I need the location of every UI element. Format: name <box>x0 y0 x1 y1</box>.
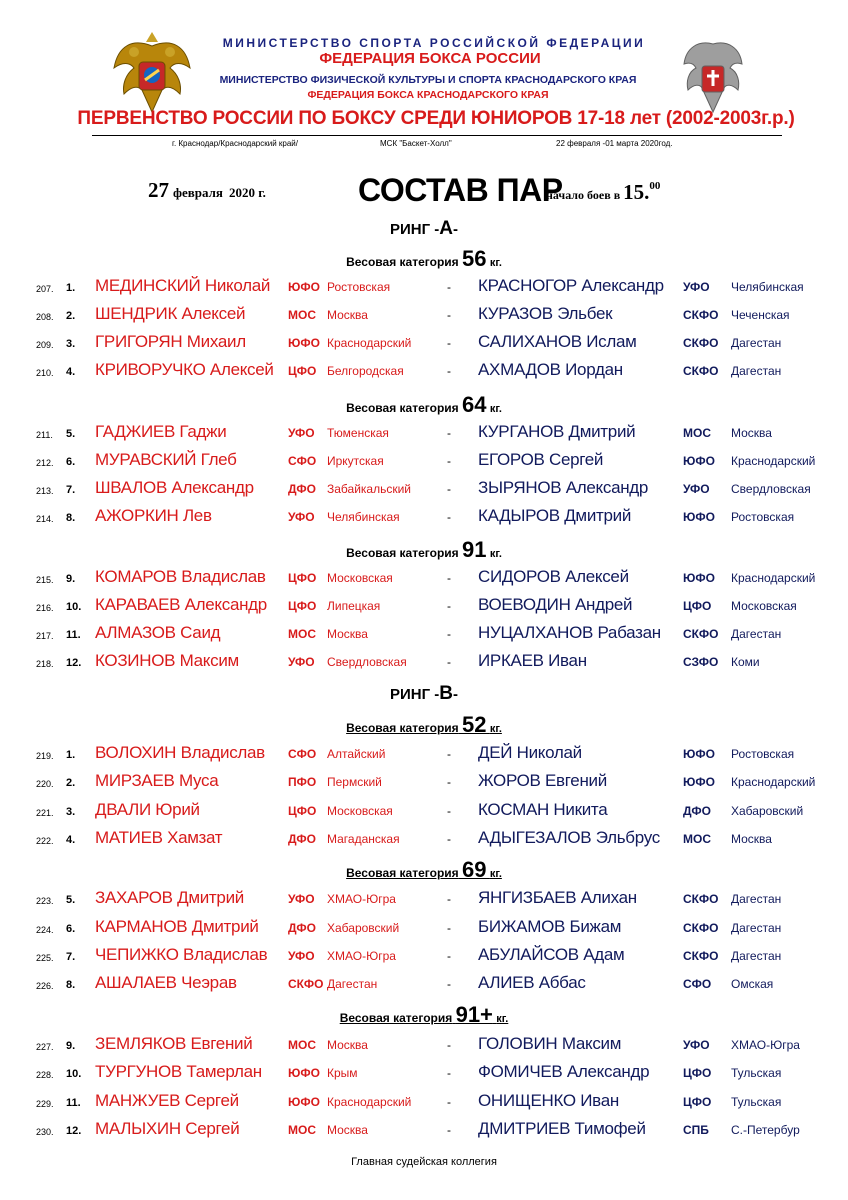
bout-row <box>0 276 848 304</box>
versus-dash: - <box>447 775 451 789</box>
bout-number: 12. <box>66 1125 82 1137</box>
versus-dash: - <box>447 977 451 991</box>
bout-date-day: 27 <box>148 178 169 202</box>
ring-letter: В <box>439 683 454 704</box>
weight-category-label: Весовая категория <box>346 866 459 880</box>
blue-corner-region: Челябинская <box>731 280 804 294</box>
red-corner-region: Москва <box>327 1123 368 1137</box>
red-corner-district: ЮФО <box>288 336 320 350</box>
blue-corner-name: ЗЫРЯНОВ Александр <box>478 478 649 497</box>
blue-corner-district: СКФО <box>683 336 719 350</box>
event-venue: МСК "Баскет-Холл" <box>380 139 452 148</box>
blue-corner-district: УФО <box>683 482 710 496</box>
blue-corner-name: ВОЕВОДИН Андрей <box>478 595 633 614</box>
blue-corner-region: Ростовская <box>731 510 795 524</box>
bout-date-year: 2020 г. <box>228 185 266 200</box>
versus-dash: - <box>447 804 451 818</box>
red-corner-region: Свердловская <box>327 655 407 669</box>
blue-corner-name: НУЦАЛХАНОВ Рабазан <box>478 623 661 642</box>
blue-corner-region: Дагестан <box>731 336 782 350</box>
blue-corner-region: Краснодарский <box>731 571 816 585</box>
event-dates: 22 февраля -01 марта 2020год. <box>556 139 673 148</box>
red-corner-name: ГАДЖИЕВ Гаджи <box>95 422 227 441</box>
versus-dash: - <box>447 571 451 585</box>
red-corner-region: Москва <box>327 627 368 641</box>
blue-corner-district: СКФО <box>683 308 719 322</box>
bout-row <box>0 304 848 332</box>
weight-category <box>346 537 502 562</box>
versus-dash: - <box>447 280 451 294</box>
blue-corner-region: Коми <box>731 655 760 669</box>
red-corner-region: Московская <box>327 804 393 818</box>
weight-category-heading <box>0 712 848 738</box>
weight-unit: кг. <box>489 257 502 269</box>
blue-corner-region: Дагестан <box>731 921 782 935</box>
bout-number: 11. <box>66 1097 81 1109</box>
red-corner-name: КАРАВАЕВ Александр <box>95 595 267 614</box>
blue-corner-name: ГОЛОВИН Максим <box>478 1034 622 1053</box>
red-corner-region: Магаданская <box>327 832 400 846</box>
bout-id: 227. <box>36 1042 54 1052</box>
start-time <box>546 180 660 205</box>
bout-id: 225. <box>36 953 54 963</box>
blue-corner-name: ЖОРОВ Евгений <box>478 771 607 790</box>
ring-heading <box>0 683 848 705</box>
red-corner-name: МИРЗАЕВ Муса <box>95 771 219 790</box>
red-corner-district: УФО <box>288 892 315 906</box>
versus-dash: - <box>447 949 451 963</box>
bout-id: 230. <box>36 1127 54 1137</box>
versus-dash: - <box>447 1066 451 1080</box>
blue-corner-name: СИДОРОВ Алексей <box>478 567 629 586</box>
blue-corner-district: ЦФО <box>683 1066 712 1080</box>
bout-id: 207. <box>36 284 54 294</box>
start-time-label: начало боев в <box>546 188 621 202</box>
blue-corner-district: СКФО <box>683 949 719 963</box>
red-corner-region: Краснодарский <box>327 336 412 350</box>
bout-number: 10. <box>66 601 82 613</box>
bout-row <box>0 567 848 595</box>
red-corner-district: МОС <box>288 1038 316 1052</box>
blue-corner-district: ЮФО <box>683 454 715 468</box>
start-time-hour: 15. <box>623 180 650 204</box>
bout-id: 218. <box>36 659 54 669</box>
bout-row <box>0 623 848 651</box>
weight-category <box>339 1002 509 1027</box>
bout-number: 3. <box>66 806 76 818</box>
ring-label: РИНГ - <box>389 686 440 703</box>
blue-corner-name: ЯНГИЗБАЕВ Алихан <box>478 888 637 907</box>
red-corner-region: Хабаровский <box>327 921 400 935</box>
red-corner-district: МОС <box>288 627 316 641</box>
bout-row <box>0 1091 848 1119</box>
red-corner-region: ХМАО-Югра <box>327 892 396 906</box>
red-corner-district: УФО <box>288 510 315 524</box>
bout-id: 228. <box>36 1070 54 1080</box>
bout-row <box>0 828 848 856</box>
weight-unit: кг. <box>489 548 502 560</box>
red-corner-region: Иркутская <box>327 454 384 468</box>
red-corner-name: АЛМАЗОВ Саид <box>95 623 221 642</box>
bout-id: 224. <box>36 925 54 935</box>
red-corner-region: Забайкальский <box>327 482 411 496</box>
red-corner-district: СФО <box>288 747 317 761</box>
blue-corner-district: СПБ <box>683 1123 709 1137</box>
red-corner-district: ДФО <box>288 921 316 935</box>
footer-signature: Главная судейская коллегия <box>351 1156 497 1168</box>
blue-corner-name: ЕГОРОВ Сергей <box>478 450 604 469</box>
bout-id: 210. <box>36 368 54 378</box>
versus-dash: - <box>447 364 451 378</box>
blue-corner-name: КАДЫРОВ Дмитрий <box>478 506 632 525</box>
blue-corner-region: Москва <box>731 426 772 440</box>
red-corner-district: ЦФО <box>288 804 317 818</box>
weight-category-heading <box>0 857 848 883</box>
ring-suffix: - <box>453 686 459 703</box>
blue-corner-district: СЗФО <box>683 655 719 669</box>
red-corner-district: СФО <box>288 454 317 468</box>
bout-row <box>0 360 848 388</box>
red-corner-name: ШЕНДРИК Алексей <box>95 304 246 323</box>
blue-corner-name: БИЖАМОВ Бижам <box>478 917 622 936</box>
versus-dash: - <box>447 426 451 440</box>
blue-corner-region: Краснодарский <box>731 454 816 468</box>
red-corner-region: Алтайский <box>327 747 386 761</box>
red-corner-district: МОС <box>288 1123 316 1137</box>
red-corner-region: ХМАО-Югра <box>327 949 396 963</box>
red-corner-district: ЦФО <box>288 571 317 585</box>
blue-corner-region: ХМАО-Югра <box>731 1038 800 1052</box>
weight-category-label: Весовая категория <box>346 255 459 269</box>
bout-number: 11. <box>66 629 81 641</box>
weight-category <box>346 392 502 417</box>
blue-corner-district: ДФО <box>683 804 711 818</box>
bout-date <box>148 178 266 203</box>
weight-value: 91 <box>462 537 487 562</box>
weight-category-label: Весовая категория <box>339 1011 453 1025</box>
blue-corner-name: ФОМИЧЕВ Александр <box>478 1062 650 1081</box>
ministry-heading: МИНИСТЕРСТВО СПОРТА РОССИЙСКОЙ ФЕДЕРАЦИИ <box>222 36 646 50</box>
weight-unit: кг. <box>489 868 502 880</box>
red-corner-region: Белгородская <box>327 364 404 378</box>
bout-number: 6. <box>66 923 76 935</box>
red-corner-district: УФО <box>288 655 315 669</box>
blue-corner-name: КУРАЗОВ Эльбек <box>478 304 613 323</box>
red-corner-name: ГРИГОРЯН Михаил <box>95 332 246 351</box>
bout-id: 209. <box>36 340 54 350</box>
blue-corner-district: ЮФО <box>683 747 715 761</box>
blue-corner-region: Омская <box>731 977 774 991</box>
blue-corner-name: ИРКАЕВ Иван <box>478 651 587 670</box>
blue-corner-district: УФО <box>683 1038 710 1052</box>
red-corner-district: ЮФО <box>288 1095 320 1109</box>
bout-id: 213. <box>36 486 54 496</box>
red-corner-district: ДФО <box>288 832 316 846</box>
start-time-minutes: 00 <box>649 180 661 192</box>
bout-id: 216. <box>36 603 54 613</box>
blue-corner-region: С.-Петербур <box>731 1123 800 1137</box>
red-corner-name: МАТИЕВ Хамзат <box>95 828 223 847</box>
red-corner-region: Пермский <box>327 775 382 789</box>
bout-row <box>0 743 848 771</box>
event-location: г. Краснодар/Краснодарский край/ <box>172 139 298 148</box>
bout-date-month: февраля <box>173 185 223 200</box>
red-corner-name: ШВАЛОВ Александр <box>95 478 254 497</box>
bout-number: 2. <box>66 777 76 789</box>
red-corner-name: ЗЕМЛЯКОВ Евгений <box>95 1034 253 1053</box>
weight-value: 64 <box>462 392 487 417</box>
weight-value: 56 <box>462 246 487 271</box>
red-corner-name: МУРАВСКИЙ Глеб <box>95 450 237 469</box>
blue-corner-region: Чеченская <box>731 308 790 322</box>
red-corner-name: АЖОРКИН Лев <box>95 506 212 525</box>
bout-id: 212. <box>36 458 54 468</box>
regional-ministry-heading: МИНИСТЕРСТВО ФИЗИЧЕСКОЙ КУЛЬТУРЫ И СПОРТА КРАСНОДАРСКОГО КРАЯ <box>219 74 637 86</box>
red-corner-district: УФО <box>288 949 315 963</box>
bout-row <box>0 478 848 506</box>
versus-dash: - <box>447 747 451 761</box>
red-corner-name: ВОЛОХИН Владислав <box>95 743 265 762</box>
bout-row <box>0 595 848 623</box>
red-corner-name: КОЗИНОВ Максим <box>95 651 239 670</box>
versus-dash: - <box>447 892 451 906</box>
red-corner-district: ЮФО <box>288 280 320 294</box>
versus-dash: - <box>447 1095 451 1109</box>
blue-corner-name: АБУЛАЙСОВ Адам <box>478 945 625 964</box>
bout-row <box>0 450 848 478</box>
versus-dash: - <box>447 1038 451 1052</box>
red-corner-region: Тюменская <box>327 426 389 440</box>
red-corner-district: ПФО <box>288 775 317 789</box>
bout-number: 9. <box>66 1040 76 1052</box>
blue-corner-region: Московская <box>731 599 797 613</box>
versus-dash: - <box>447 1123 451 1137</box>
bout-number: 8. <box>66 512 76 524</box>
ring-suffix: - <box>453 221 459 238</box>
versus-dash: - <box>447 482 451 496</box>
versus-dash: - <box>447 599 451 613</box>
weight-value: 91+ <box>455 1002 493 1027</box>
blue-corner-region: Ростовская <box>731 747 795 761</box>
blue-corner-name: КОСМАН Никита <box>478 800 608 819</box>
bout-number: 4. <box>66 834 76 846</box>
weight-value: 52 <box>462 712 487 737</box>
red-corner-name: КРИВОРУЧКО Алексей <box>95 360 274 379</box>
versus-dash: - <box>447 308 451 322</box>
bout-id: 215. <box>36 575 54 585</box>
blue-corner-district: МОС <box>683 832 711 846</box>
red-corner-region: Москва <box>327 1038 368 1052</box>
bout-number: 7. <box>66 951 76 963</box>
versus-dash: - <box>447 832 451 846</box>
weight-category-heading <box>0 246 848 272</box>
red-corner-region: Краснодарский <box>327 1095 412 1109</box>
blue-corner-district: ЦФО <box>683 1095 712 1109</box>
red-corner-region: Москва <box>327 308 368 322</box>
red-corner-region: Крым <box>327 1066 358 1080</box>
blue-corner-name: АЛИЕВ Аббас <box>478 973 586 992</box>
blue-corner-district: МОС <box>683 426 711 440</box>
bout-row <box>0 422 848 450</box>
versus-dash: - <box>447 627 451 641</box>
blue-corner-region: Краснодарский <box>731 775 816 789</box>
red-corner-district: ЦФО <box>288 364 317 378</box>
blue-corner-district: УФО <box>683 280 710 294</box>
ring-letter: А <box>439 218 454 239</box>
weight-category <box>346 246 502 271</box>
ring-label: РИНГ - <box>389 221 440 238</box>
blue-corner-region: Дагестан <box>731 949 782 963</box>
blue-corner-district: СФО <box>683 977 712 991</box>
bout-number: 1. <box>66 749 76 761</box>
blue-corner-region: Тульская <box>731 1095 782 1109</box>
blue-corner-district: ЮФО <box>683 510 715 524</box>
bout-id: 226. <box>36 981 54 991</box>
bout-row <box>0 945 848 973</box>
versus-dash: - <box>447 921 451 935</box>
bout-row <box>0 973 848 1001</box>
blue-corner-district: ЦФО <box>683 599 712 613</box>
red-corner-name: АШАЛАЕВ Чеэрав <box>95 973 237 992</box>
blue-corner-name: ДМИТРИЕВ Тимофей <box>478 1119 646 1138</box>
red-corner-region: Челябинская <box>327 510 400 524</box>
red-corner-region: Московская <box>327 571 393 585</box>
weight-category-label: Весовая категория <box>346 401 459 415</box>
weight-unit: кг. <box>489 723 502 735</box>
bout-number: 5. <box>66 428 76 440</box>
blue-corner-region: Тульская <box>731 1066 782 1080</box>
blue-corner-name: АХМАДОВ Иордан <box>478 360 623 379</box>
red-corner-district: СКФО <box>288 977 324 991</box>
blue-corner-district: СКФО <box>683 892 719 906</box>
bout-id: 229. <box>36 1099 54 1109</box>
bout-row <box>0 332 848 360</box>
red-corner-name: КАРМАНОВ Дмитрий <box>95 917 259 936</box>
blue-corner-region: Москва <box>731 832 772 846</box>
blue-corner-district: СКФО <box>683 921 719 935</box>
bout-row <box>0 771 848 799</box>
blue-corner-district: СКФО <box>683 364 719 378</box>
bout-row <box>0 1034 848 1062</box>
bout-id: 223. <box>36 896 54 906</box>
versus-dash: - <box>447 336 451 350</box>
weight-category-label: Весовая категория <box>346 721 459 735</box>
red-corner-name: ТУРГУНОВ Тамерлан <box>95 1062 262 1081</box>
bout-number: 9. <box>66 573 76 585</box>
bout-number: 5. <box>66 894 76 906</box>
bout-row <box>0 506 848 534</box>
header-divider <box>92 135 782 136</box>
bout-number: 10. <box>66 1068 82 1080</box>
blue-corner-name: АДЫГЕЗАЛОВ Эльбрус <box>478 828 660 847</box>
bout-row <box>0 917 848 945</box>
weight-category-heading <box>0 537 848 563</box>
championship-title: ПЕРВЕНСТВО РОССИИ ПО БОКСУ СРЕДИ ЮНИОРОВ 17-18 лет (2002-2003г.р.) <box>77 108 795 129</box>
red-corner-region: Дагестан <box>327 977 378 991</box>
versus-dash: - <box>447 510 451 524</box>
versus-dash: - <box>447 655 451 669</box>
blue-corner-region: Дагестан <box>731 627 782 641</box>
red-corner-district: УФО <box>288 426 315 440</box>
bout-id: 217. <box>36 631 54 641</box>
weight-category-heading <box>0 392 848 418</box>
weight-category <box>346 857 502 882</box>
bout-number: 7. <box>66 484 76 496</box>
red-corner-district: МОС <box>288 308 316 322</box>
page-title: СОСТАВ ПАР <box>358 172 563 208</box>
blue-corner-name: ОНИЩЕНКО Иван <box>478 1091 619 1110</box>
red-corner-district: ДФО <box>288 482 316 496</box>
blue-corner-region: Свердловская <box>731 482 811 496</box>
blue-corner-region: Дагестан <box>731 892 782 906</box>
bout-id: 221. <box>36 808 54 818</box>
federation-heading: ФЕДЕРАЦИЯ БОКСА РОССИИ <box>319 50 541 67</box>
bout-number: 3. <box>66 338 76 350</box>
bout-row <box>0 651 848 679</box>
bout-id: 219. <box>36 751 54 761</box>
weight-category-label: Весовая категория <box>346 546 459 560</box>
red-corner-name: ЧЕПИЖКО Владислав <box>95 945 268 964</box>
bout-number: 8. <box>66 979 76 991</box>
blue-corner-district: ЮФО <box>683 775 715 789</box>
weight-unit: кг. <box>496 1013 509 1025</box>
bout-row <box>0 800 848 828</box>
ring-heading <box>0 218 848 240</box>
blue-corner-name: ДЕЙ Николай <box>478 743 582 762</box>
blue-corner-name: КУРГАНОВ Дмитрий <box>478 422 636 441</box>
red-corner-name: МАНЖУЕВ Сергей <box>95 1091 239 1110</box>
bout-row <box>0 1119 848 1147</box>
blue-corner-region: Хабаровский <box>731 804 804 818</box>
versus-dash: - <box>447 454 451 468</box>
red-corner-region: Ростовская <box>327 280 391 294</box>
bout-number: 4. <box>66 366 76 378</box>
blue-corner-name: САЛИХАНОВ Ислам <box>478 332 637 351</box>
red-corner-name: МАЛЫХИН Сергей <box>95 1119 240 1138</box>
red-corner-name: ЗАХАРОВ Дмитрий <box>95 888 244 907</box>
bout-number: 1. <box>66 282 76 294</box>
blue-corner-name: КРАСНОГОР Александр <box>478 276 664 295</box>
red-corner-district: ЦФО <box>288 599 317 613</box>
bout-id: 214. <box>36 514 54 524</box>
bout-row <box>0 1062 848 1090</box>
blue-corner-district: ЮФО <box>683 571 715 585</box>
weight-category <box>346 712 502 737</box>
weight-category-heading <box>0 1002 848 1028</box>
red-corner-name: МЕДИНСКИЙ Николай <box>95 276 271 295</box>
bout-number: 12. <box>66 657 82 669</box>
bout-number: 2. <box>66 310 76 322</box>
red-corner-name: КОМАРОВ Владислав <box>95 567 266 586</box>
blue-corner-region: Дагестан <box>731 364 782 378</box>
bout-number: 6. <box>66 456 76 468</box>
weight-unit: кг. <box>489 403 502 415</box>
red-corner-district: ЮФО <box>288 1066 320 1080</box>
bout-id: 222. <box>36 836 54 846</box>
bout-id: 208. <box>36 312 54 322</box>
weight-value: 69 <box>462 857 487 882</box>
red-corner-region: Липецкая <box>327 599 381 613</box>
blue-corner-district: СКФО <box>683 627 719 641</box>
bout-row <box>0 888 848 916</box>
bout-id: 220. <box>36 779 54 789</box>
red-corner-name: ДВАЛИ Юрий <box>95 800 200 819</box>
regional-federation-heading: ФЕДЕРАЦИЯ БОКСА КРАСНОДАРСКОГО КРАЯ <box>307 89 549 101</box>
bout-id: 211. <box>36 430 53 440</box>
